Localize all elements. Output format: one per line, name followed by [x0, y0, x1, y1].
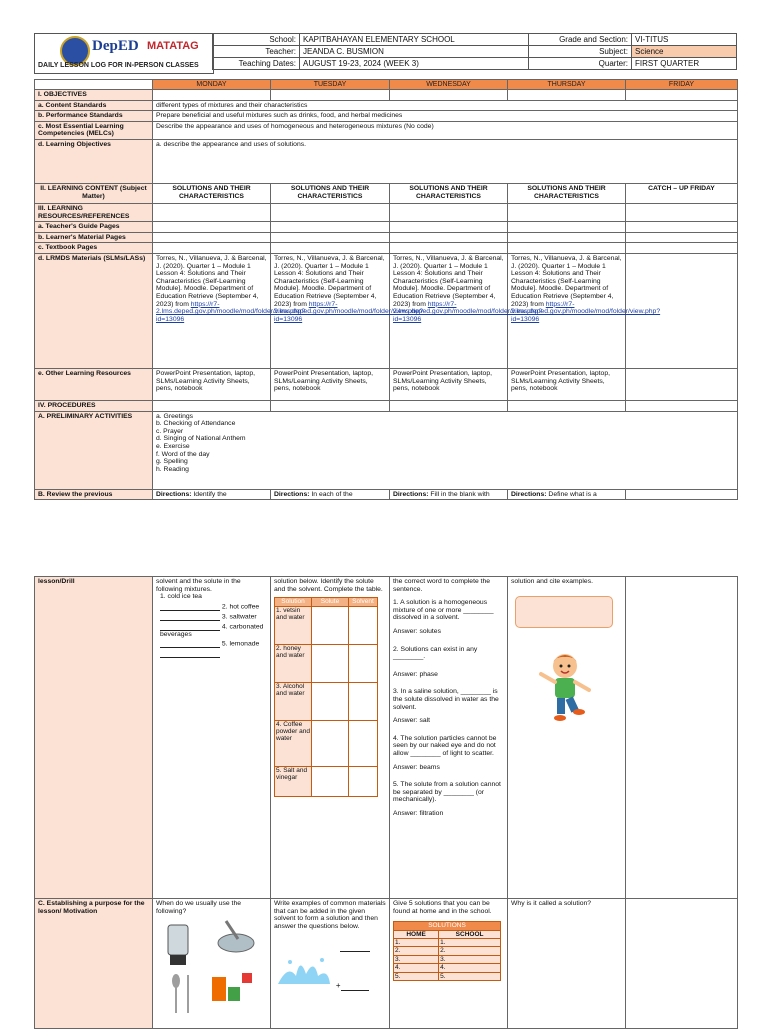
answer-blank[interactable] — [160, 623, 220, 631]
motivation-tuesday-text: Write examples of common materials that can be added in the given solvent to form a solution and then answer the questions below. — [274, 900, 386, 930]
lrmds-monday — [153, 253, 306, 368]
cell — [508, 232, 626, 243]
cell — [626, 577, 738, 899]
answer-blank[interactable] — [340, 944, 370, 952]
review-tuesday — [271, 489, 390, 500]
question-item — [393, 735, 504, 771]
kitchen-tools-icon — [156, 917, 266, 1027]
question-text: 1. A solution is a homogeneous mixture of one or more ________ dissolved in a solvent. — [393, 599, 494, 622]
list-item: a. Greetings — [156, 412, 194, 420]
lrmds-link[interactable]: https://r7-2.lms.deped.gov.ph/moodle/mod/folder/view.php?id=13096 — [393, 300, 543, 323]
procedures-label: IV. PROCEDURES — [35, 400, 153, 411]
list-item: 2. hot coffee — [221, 603, 260, 611]
header-info-table — [212, 33, 737, 70]
list-item: 4. carbonated beverages — [160, 623, 264, 638]
school-value: KAPITBAHAYAN ELEMENTARY SCHOOL — [300, 34, 529, 46]
table-title: SOLUTIONS — [394, 922, 501, 930]
cell — [390, 232, 508, 243]
table-cell[interactable]: 4. — [439, 964, 501, 972]
drill-wednesday — [390, 577, 508, 899]
cell — [153, 400, 271, 411]
teacher-label: Teacher: — [213, 46, 300, 58]
drill-tuesday — [271, 577, 390, 899]
lrmds-wednesday — [390, 253, 543, 368]
cell — [626, 899, 738, 1029]
motivation-thursday-text: Why is it called a solution? — [511, 900, 592, 907]
cell — [626, 232, 738, 243]
blank-corner — [35, 80, 153, 90]
cell — [390, 90, 508, 101]
cell — [271, 222, 390, 233]
day-header-tuesday: TUESDAY — [271, 80, 390, 90]
answer-text: Answer: beams — [393, 763, 440, 771]
lrmds-link[interactable]: https://r7-2.lms.deped.gov.ph/moodle/mod/folder/view.php?id=13096 — [274, 300, 424, 323]
answer-blank[interactable] — [341, 983, 369, 991]
question-item — [393, 599, 504, 635]
motivation-monday — [153, 899, 271, 1029]
solutions-table — [393, 921, 501, 981]
cell — [508, 243, 626, 254]
preliminary-activities-list — [153, 411, 738, 489]
cell — [626, 222, 738, 233]
lrmds-text: Torres, N., Villanueva, J. & Barcenal, J. (2020). Quarter 1 – Module 1 Lesson 4: Solutions and Their Characteristics (Self-Learning Module]. Moodle. Department of Education Retrieve (September 4, 2023) from — [274, 254, 385, 308]
grade-label: Grade and Section: — [529, 34, 632, 46]
review-monday — [153, 489, 271, 500]
cell — [390, 222, 508, 233]
other-resources-tuesday: PowerPoint Presentation, laptop, SLMs/Learning Activity Sheets, pens, notebook — [271, 368, 390, 400]
answer-cell[interactable] — [349, 682, 378, 720]
plus-sign: + — [335, 981, 341, 991]
table-cell[interactable]: 1. — [394, 939, 439, 947]
solute-solvent-table — [274, 597, 378, 796]
table-header: HOME — [394, 930, 439, 938]
lesson-log-table-page2 — [34, 576, 738, 1029]
cell — [271, 243, 390, 254]
lrmds-tuesday — [271, 253, 424, 368]
content-standards-text: different types of mixtures and their characteristics — [153, 100, 738, 111]
answer-cell[interactable] — [349, 766, 378, 796]
other-resources-label: e. Other Learning Resources — [35, 368, 153, 400]
other-resources-thursday: PowerPoint Presentation, laptop, SLMs/Learning Activity Sheets, pens, notebook — [508, 368, 626, 400]
question-item — [393, 781, 504, 817]
answer-cell[interactable] — [312, 720, 349, 766]
answer-blank[interactable] — [160, 650, 220, 658]
lrmds-thursday — [508, 253, 661, 368]
drill-monday-intro: solvent and the solute in the following mixtures. — [156, 578, 241, 593]
cell — [153, 222, 271, 233]
review-text: Identify the — [193, 490, 227, 498]
deped-logo: DepED — [92, 38, 139, 54]
grade-value: VI-TITUS — [632, 34, 737, 46]
cell — [626, 90, 738, 101]
answer-blank[interactable] — [160, 603, 220, 611]
table-cell: 1. vetsin and water — [275, 606, 312, 644]
teacher-value: JEANDA C. BUSMION — [300, 46, 529, 58]
answer-text: Answer: filtration — [393, 809, 444, 817]
motivation-tuesday — [271, 899, 390, 1029]
cell — [153, 243, 271, 254]
other-resources-wednesday: PowerPoint Presentation, laptop, SLMs/Learning Activity Sheets, pens, notebook — [390, 368, 508, 400]
list-item: d. Singing of National Anthem — [156, 435, 246, 443]
content-standards-label: a. Content Standards — [35, 100, 153, 111]
table-header: Solvent — [349, 598, 378, 606]
cell — [508, 203, 626, 221]
dates-label: Teaching Dates: — [213, 58, 300, 70]
directions-label: Directions: — [511, 490, 547, 498]
list-item: 5. lemonade — [221, 640, 260, 648]
log-title: DAILY LESSON LOG FOR IN-PERSON CLASSES — [38, 62, 199, 69]
answer-cell[interactable] — [349, 644, 378, 682]
motivation-label: C. Establishing a purpose for the lesson/ Motivation — [35, 899, 153, 1029]
drill-wednesday-intro: the correct word to complete the sentence. — [393, 578, 491, 593]
cell — [390, 203, 508, 221]
topic-wednesday: SOLUTIONS AND THEIR CHARACTERISTICS — [390, 183, 508, 203]
motivation-wednesday — [390, 899, 508, 1029]
answer-cell[interactable] — [312, 644, 349, 682]
lrmds-text: Torres, N., Villanueva, J. & Barcenal, J. (2020). Quarter 1 – Module 1 Lesson 4: Solutions and Their Characteristics (Self-Learning Module]. Moodle. Department of Education Retrieve (September 4, 2023) from — [393, 254, 504, 308]
drill-tuesday-intro: solution below. Identify the solute and the solvent. Complete the table. — [274, 578, 383, 593]
subject-label: Subject: — [529, 46, 632, 58]
cell — [390, 243, 508, 254]
answer-blank[interactable] — [160, 640, 220, 648]
drill-monday — [153, 577, 271, 899]
list-item: h. Reading — [156, 465, 189, 473]
answer-cell[interactable] — [312, 766, 349, 796]
answer-text: Answer: solutes — [393, 627, 441, 635]
drill-thursday — [508, 577, 626, 899]
cell — [626, 368, 738, 400]
answer-cell[interactable] — [312, 682, 349, 720]
melc-text: Describe the appearance and uses of homogeneous and heterogeneous mixtures (No code) — [153, 121, 738, 139]
list-item: 1. cold ice tea — [160, 593, 202, 601]
quarter-value: FIRST QUARTER — [632, 58, 737, 70]
cell — [271, 90, 390, 101]
table-cell[interactable]: 5. — [439, 972, 501, 980]
table-cell: 2. honey and water — [275, 644, 312, 682]
water-splash-icon — [274, 954, 334, 988]
review-wednesday — [390, 489, 508, 500]
topic-thursday: SOLUTIONS AND THEIR CHARACTERISTICS — [508, 183, 626, 203]
subject-value: Science — [632, 46, 737, 58]
dates-value: AUGUST 19-23, 2024 (WEEK 3) — [300, 58, 529, 70]
textbook-pages-label: c. Textbook Pages — [35, 243, 153, 254]
answer-box[interactable] — [515, 596, 613, 628]
preliminary-activities-label: A. PRELIMINARY ACTIVITIES — [35, 411, 153, 489]
other-resources-monday: PowerPoint Presentation, laptop, SLMs/Learning Activity Sheets, pens, notebook — [153, 368, 271, 400]
cell — [271, 232, 390, 243]
question-item — [393, 646, 504, 679]
question-text: 2. Solutions can exist in any ________. — [393, 645, 478, 661]
teachers-guide-label: a. Teacher's Guide Pages — [35, 222, 153, 233]
table-cell: 5. Salt and vinegar — [275, 766, 312, 796]
table-header: Solution — [275, 598, 312, 606]
cell — [626, 243, 738, 254]
list-item: g. Spelling — [156, 458, 188, 466]
table-cell[interactable]: 1. — [439, 939, 501, 947]
cell — [153, 90, 271, 101]
lesson-log-table — [34, 79, 738, 500]
answer-cell[interactable] — [349, 606, 378, 644]
table-header: SCHOOL — [439, 930, 501, 938]
cell — [271, 400, 390, 411]
cell — [271, 203, 390, 221]
objectives-label: I. OBJECTIVES — [35, 90, 153, 101]
lrmds-text: Torres, N., Villanueva, J. & Barcenal, J. (2020). Quarter 1 – Module 1 Lesson 4: Solutions and Their Characteristics (Self-Learning Module]. Moodle. Department of Education Retrieve (September 4, 2023) from — [511, 254, 622, 308]
answer-blank[interactable] — [160, 613, 220, 621]
performance-standards-label: b. Performance Standards — [35, 111, 153, 122]
day-header-wednesday: WEDNESDAY — [390, 80, 508, 90]
learning-objectives-label: d. Learning Objectives — [35, 139, 153, 183]
table-cell: 3. Alcohol and water — [275, 682, 312, 720]
table-header: Solute — [312, 598, 349, 606]
review-thursday — [508, 489, 626, 500]
lrmds-link[interactable]: https://r7-2.lms.deped.gov.ph/moodle/mod/folder/view.php?id=13096 — [156, 300, 306, 323]
learners-material-label: b. Learner's Material Pages — [35, 232, 153, 243]
lrmds-link[interactable]: https://r7-2.lms.deped.gov.ph/moodle/mod/folder/view.php?id=13096 — [511, 300, 661, 323]
learning-content-label: II. LEARNING CONTENT (Subject Matter) — [35, 183, 153, 203]
answer-text: Answer: salt — [393, 717, 431, 725]
cell — [626, 400, 738, 411]
list-item: f. Word of the day — [156, 450, 210, 458]
school-label: School: — [213, 34, 300, 46]
resources-label: III. LEARNING RESOURCES/REFERENCES — [35, 203, 153, 221]
answer-text: Answer: phase — [393, 670, 438, 678]
table-cell[interactable]: 2. — [394, 947, 439, 955]
topic-monday: SOLUTIONS AND THEIR CHARACTERISTICS — [153, 183, 271, 203]
day-header-thursday: THURSDAY — [508, 80, 626, 90]
drill-thursday-intro: solution and cite examples. — [511, 578, 593, 585]
motivation-thursday — [508, 899, 626, 1029]
table-cell[interactable]: 3. — [439, 955, 501, 963]
topic-friday: CATCH – UP FRIDAY — [626, 183, 738, 203]
directions-label: Directions: — [393, 490, 429, 498]
cell — [508, 400, 626, 411]
table-cell[interactable]: 3. — [394, 955, 439, 963]
list-item: c. Prayer — [156, 427, 184, 435]
quarter-label: Quarter: — [529, 58, 632, 70]
table-cell[interactable]: 4. — [394, 964, 439, 972]
list-item: b. Checking of Attendance — [156, 420, 236, 428]
lrmds-text: Torres, N., Villanueva, J. & Barcenal, J. (2020). Quarter 1 – Module 1 Lesson 4: Solutions and Their Characteristics (Self-Learning Module]. Moodle. Department of Education Retrieve (September 4, 2023) from — [156, 254, 267, 308]
question-text: 3. In a saline solution, ________ is the solute dissolved in water as the solvent. — [393, 688, 499, 711]
learning-objectives-text: a. describe the appearance and uses of solutions. — [153, 139, 738, 183]
day-header-friday: FRIDAY — [626, 80, 738, 90]
cell — [508, 90, 626, 101]
list-item: e. Exercise — [156, 442, 190, 450]
directions-label: Directions: — [156, 490, 192, 498]
cell — [508, 222, 626, 233]
cell — [626, 489, 738, 500]
motivation-monday-text: When do we usually use the following? — [156, 900, 242, 915]
question-text: 5. The solute from a solution cannot be separated by ________ (or mechanically). — [393, 781, 501, 804]
directions-label: Directions: — [274, 490, 310, 498]
drill-label: lesson/Drill — [35, 577, 153, 899]
question-item — [393, 688, 504, 724]
day-header-monday: MONDAY — [153, 80, 271, 90]
melc-label: c. Most Essential Learning Competencies (MELCs) — [35, 121, 153, 139]
lrmds-label: d. LRMDS Materials (SLMs/LASs) — [35, 253, 153, 368]
question-text: 4. The solution particles cannot be seen by our naked eye and do not allow ________ of light to scatter. — [393, 734, 497, 757]
cell — [153, 232, 271, 243]
cell — [390, 400, 508, 411]
boy-illustration-icon — [533, 648, 597, 728]
performance-standards-text: Prepare beneficial and useful mixtures such as drinks, food, and herbal medicines — [153, 111, 738, 122]
cell — [626, 203, 738, 221]
table-cell[interactable]: 5. — [394, 972, 439, 980]
review-text: Define what is a — [548, 490, 597, 498]
cell — [153, 203, 271, 221]
motivation-wednesday-text: Give 5 solutions that you can be found at home and in the school. — [393, 900, 492, 915]
review-text: Fill in the blank with — [430, 490, 490, 498]
review-label: B. Review the previous — [35, 489, 153, 500]
answer-cell[interactable] — [312, 606, 349, 644]
table-cell: 4. Coffee powder and water — [275, 720, 312, 766]
table-cell[interactable]: 2. — [439, 947, 501, 955]
review-text: In each of the — [311, 490, 353, 498]
topic-tuesday: SOLUTIONS AND THEIR CHARACTERISTICS — [271, 183, 390, 203]
matatag-logo: MATATAG — [147, 40, 199, 52]
list-item: 3. saltwater — [221, 613, 257, 621]
answer-cell[interactable] — [349, 720, 378, 766]
